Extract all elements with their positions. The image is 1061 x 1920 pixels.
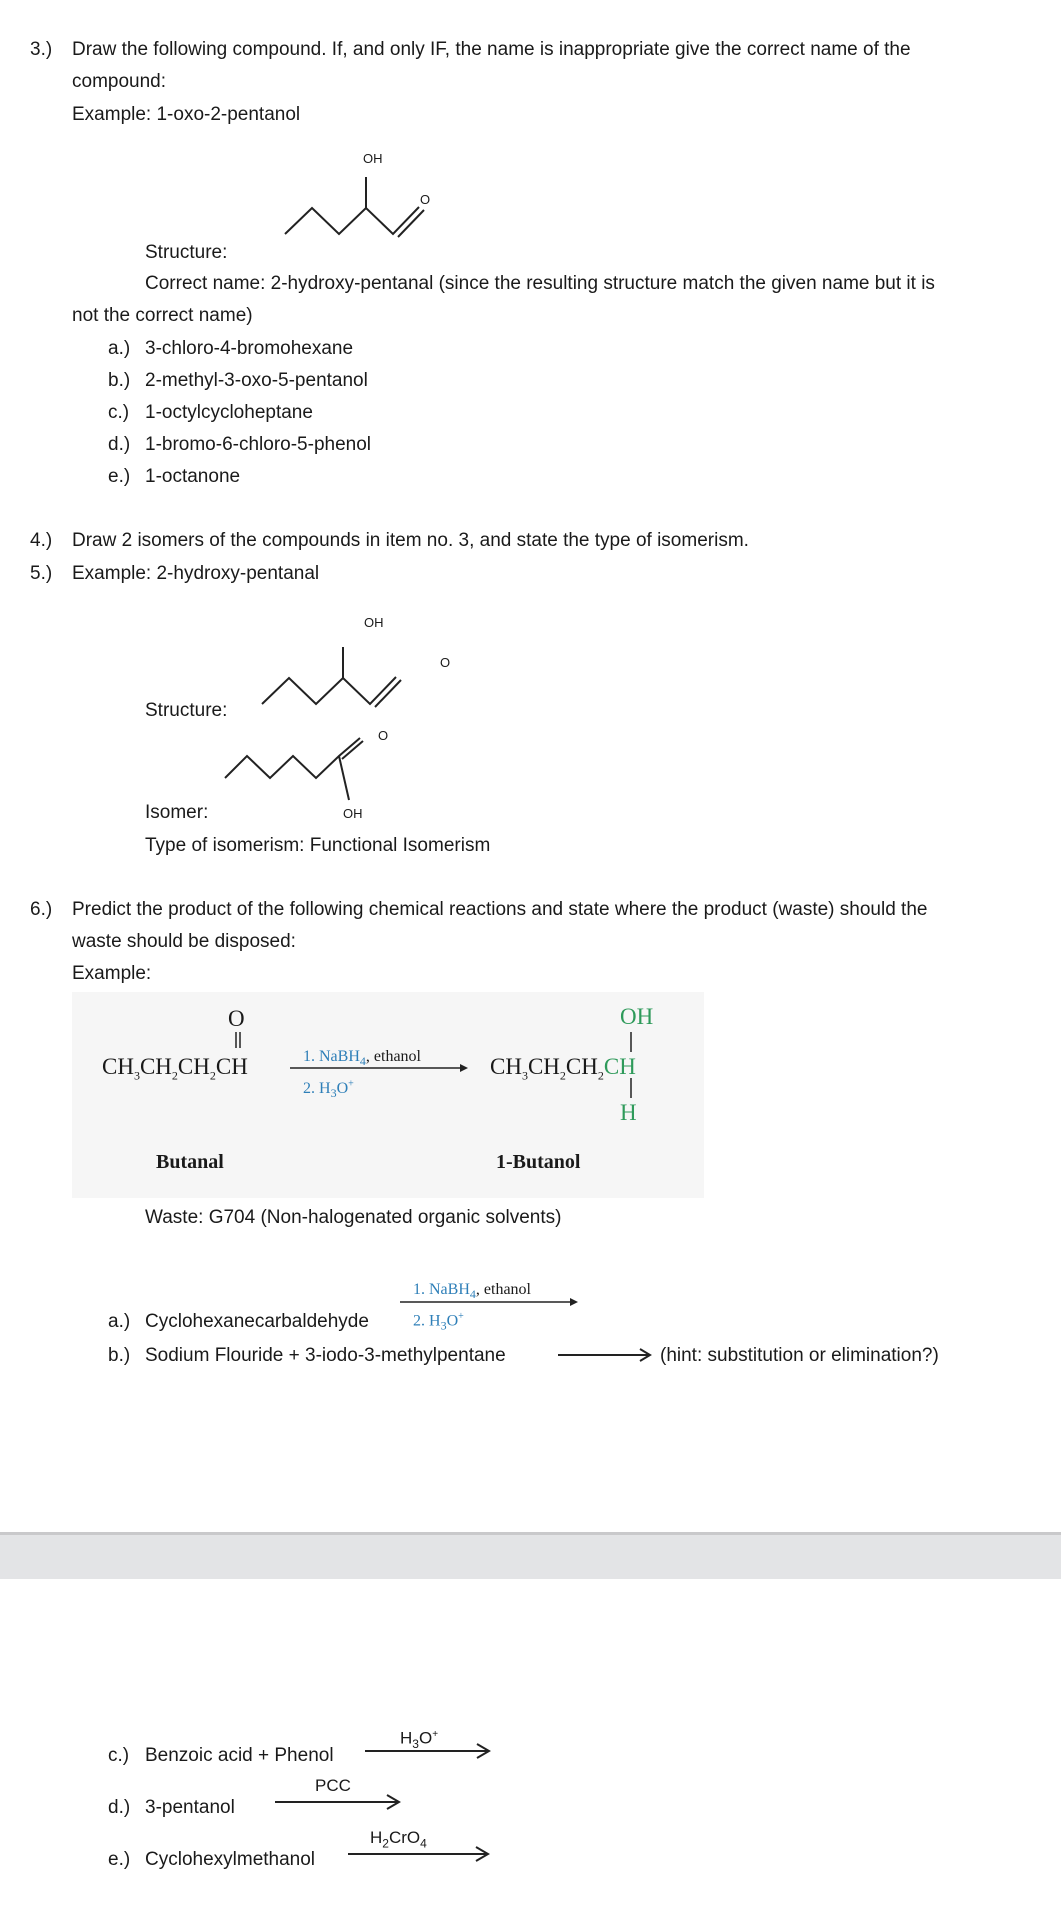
q5-isomer-o: O [378,728,389,743]
q3-item-c-text: 1-octylcycloheptane [145,402,313,423]
page-break [0,1532,1061,1579]
q3-item-e-label: e.) [108,466,131,487]
product-oh: OH [620,1004,654,1029]
q3-item-d-text: 1-bromo-6-chloro-5-phenol [145,434,371,455]
q3-text-line2: compound: [72,71,167,92]
q3-item-e-text: 1-octanone [145,466,241,487]
q3-item-b-label: b.) [108,370,131,391]
q6-number: 6.) [30,899,53,920]
reaction-reagent-1: 1. NaBH$_4$, ethanol [303,1048,421,1069]
item-a-reagent-bottom: 2. $H_3O^+$ [413,1311,464,1333]
q4-number: 4.) [30,530,53,551]
q6-item-d-text: 3-pentanol [145,1797,235,1818]
q5-isomer-label: Isomer: [145,802,209,823]
item-c-reagent: $H_3O^+$ [400,1728,439,1752]
q5-isomer-oh: OH [343,806,363,821]
item-e-arrow [348,1846,493,1862]
q6-item-d-label: d.) [108,1797,131,1818]
reactant-name: Butanal [156,1151,224,1173]
q3-item-a-label: a.) [108,338,131,359]
reactant-oxygen: O [228,1006,245,1031]
q3-oh-label: OH [363,151,383,166]
product-h: H [620,1100,637,1125]
waste-text: Waste: G704 (Non-halogenated organic solvents) [145,1207,562,1228]
q5-structure [262,615,442,715]
q4-text: Draw 2 isomers of the compounds in item no. 3, and state the type of isomerism. [72,530,749,551]
q6-example: Example: [72,963,152,984]
q3-example: Example: 1-oxo-2-pentanol [72,104,301,125]
q5-example: Example: 2-hydroxy-pentanal [72,563,320,584]
q6-item-a-label: a.) [108,1311,131,1332]
q3-item-a-text: 3-chloro-4-bromohexane [145,338,354,359]
item-e-reagent: $H_2CrO_4$ [370,1828,427,1851]
product-formula: $CH_3CH_2CH_2CH$ [490,1054,636,1083]
reactant-formula: $CH_3CH_2CH_2CH$ [102,1054,248,1083]
q3-structure-label: Structure: [145,242,228,263]
q3-correct-name-line1: Correct name: 2-hydroxy-pentanal (since the resulting structure match the given name but it is [145,273,935,294]
q6-text-line2: waste should be disposed: [72,931,296,952]
q3-correct-name-line2: not the correct name) [72,305,253,326]
reaction-reagent-2: 2. $H_3O^+$ [303,1079,354,1101]
q6-item-b-label: b.) [108,1345,131,1366]
q5-number: 5.) [30,563,53,584]
q6-item-c-label: c.) [108,1745,130,1766]
q6-item-c-text: Benzoic acid + Phenol [145,1745,334,1766]
q3-item-d-label: d.) [108,434,131,455]
q6-text-line1: Predict the product of the following chemical reactions and state where the product (waste) should the [72,899,928,920]
q5-type-text: Type of isomerism: Functional Isomerism [145,835,491,856]
q3-o-label: O [420,192,431,207]
item-d-reagent: PCC [315,1776,351,1795]
item-d-arrow [275,1794,405,1810]
q3-number: 3.) [30,39,53,60]
q6-item-a-text: Cyclohexanecarbaldehyde [145,1311,369,1332]
q3-item-b-text: 2-methyl-3-oxo-5-pentanol [145,370,368,391]
product-name: 1-Butanol [496,1151,581,1173]
q6-item-e-label: e.) [108,1849,131,1870]
q6-item-b-text: Sodium Flouride + 3-iodo-3-methylpentane [145,1345,506,1366]
item-a-reagent-top: 1. NaBH$_4$, ethanol [413,1281,531,1302]
q5-structure-o: O [440,655,451,670]
item-b-arrow [558,1348,658,1362]
q5-structure-oh: OH [364,615,384,630]
q6-item-b-hint: (hint: substitution or elimination?) [660,1345,939,1366]
q3-item-c-label: c.) [108,402,130,423]
item-c-arrow [365,1743,495,1759]
q5-structure-label: Structure: [145,700,228,721]
q3-text-line1: Draw the following compound. If, and only IF, the name is inappropriate give the correct name of the [72,39,911,60]
q6-item-e-text: Cyclohexylmethanol [145,1849,316,1870]
reactant-double-bond [234,1032,244,1050]
